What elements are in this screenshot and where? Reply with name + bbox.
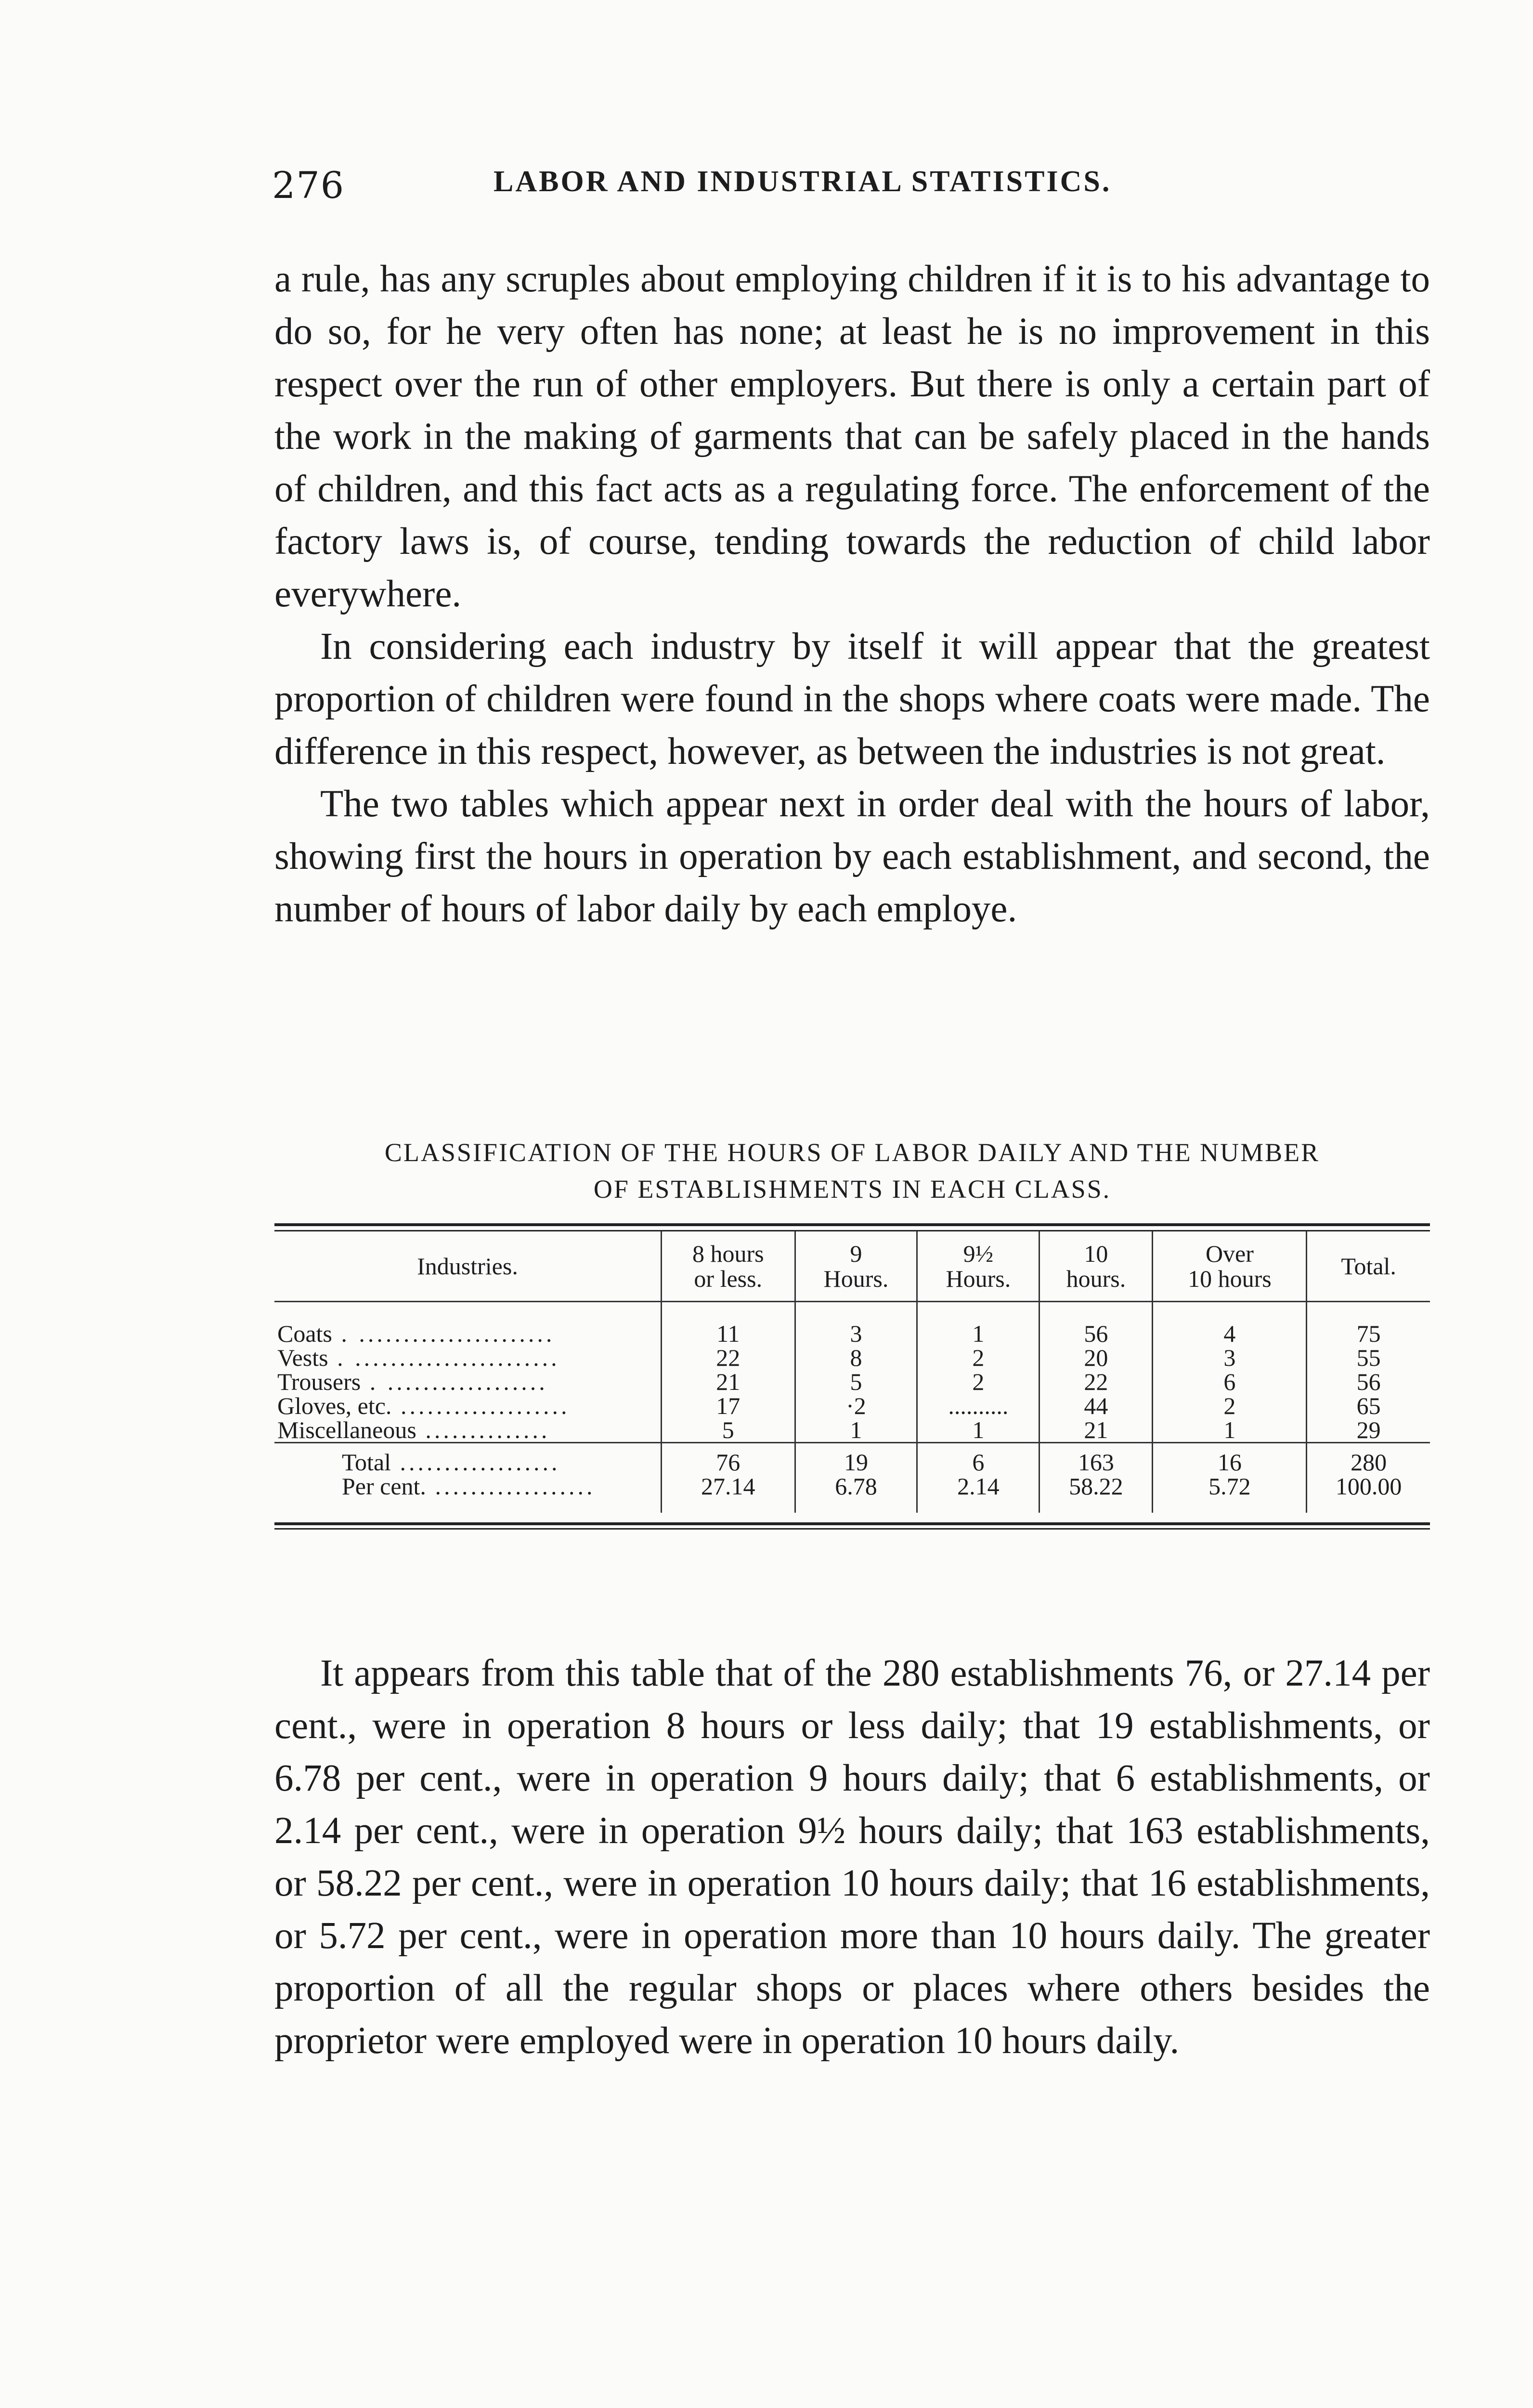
paragraph: It appears from this table that of the 280 establishments 76, or 27.14 per cent., were in operation 8 hours or less daily; that 19 establishments, or 6.78 per cent., were in operation 9 hours daily; that 6 establishments, or 2.14 per cent., were in operation 9½ hours daily; that 163 establishments, or 58.22 per cent., were in operation 10 hours daily; that 16 establishments, or 5.72 per cent., were in operation more than 10 hours daily. The greater proportion of all the regular shops or places where others besides the proprietor were employed were in operation 10 hours daily.: [274, 1652, 1430, 2062]
table-total-row: [274, 1443, 1430, 1475]
col-header-9-hours: 9 Hours.: [795, 1231, 917, 1302]
running-title: LABOR AND INDUSTRIAL STATISTICS.: [494, 165, 1112, 198]
cell-value: 65: [1307, 1394, 1430, 1418]
row-label: Per cent. ..................: [342, 1474, 596, 1500]
hours-table: [274, 1223, 1430, 1530]
cell-value: 6: [1153, 1370, 1307, 1394]
table-percent-row: [274, 1474, 1430, 1513]
cell-value: 163: [1039, 1443, 1153, 1475]
page-number: 276: [272, 164, 345, 207]
cell-value: 21: [662, 1370, 795, 1394]
cell-value: 5.72: [1153, 1474, 1307, 1513]
cell-value: 280: [1307, 1443, 1430, 1475]
cell-value: 55: [1307, 1346, 1430, 1370]
cell-value: ..........: [917, 1394, 1039, 1418]
cell-value: 16: [1153, 1443, 1307, 1475]
table-row: [274, 1322, 1430, 1346]
caption-line: CLASSIFICATION OF THE HOURS OF LABOR DAILY AND THE NUMBER: [384, 1138, 1320, 1167]
col-header-total: Total.: [1307, 1231, 1430, 1302]
col-header-10-hours: 10 hours.: [1039, 1231, 1153, 1302]
row-label: Vests . .......................: [277, 1346, 560, 1370]
cell-value: 6: [917, 1443, 1039, 1475]
table-top-rule: [274, 1223, 1430, 1231]
cell-value: 29: [1307, 1418, 1430, 1443]
body-text-bottom: [274, 1647, 1430, 2067]
cell-value: 20: [1039, 1346, 1153, 1370]
table-row: [274, 1418, 1430, 1443]
cell-value: ·2: [795, 1394, 917, 1418]
row-label: Gloves, etc. ...................: [277, 1394, 570, 1418]
cell-value: 8: [795, 1346, 917, 1370]
cell-value: 6.78: [795, 1474, 917, 1513]
cell-value: 2: [917, 1370, 1039, 1394]
cell-value: 56: [1039, 1322, 1153, 1346]
cell-value: 100.00: [1307, 1474, 1430, 1513]
table-header-row: [274, 1231, 1430, 1302]
paragraph: In considering each industry by itself it will appear that the greatest proportion of children were found in the shops where coats were made. The difference in this respect, however, as between the industries is not great.: [274, 626, 1430, 772]
table-caption: [274, 1134, 1430, 1207]
cell-value: 76: [662, 1443, 795, 1475]
stats-table: [274, 1231, 1430, 1513]
row-label: Total ..................: [274, 1443, 662, 1475]
cell-value: 1: [1153, 1418, 1307, 1443]
cell-value: 44: [1039, 1394, 1153, 1418]
cell-value: 22: [1039, 1370, 1153, 1394]
cell-value: 58.22: [1039, 1474, 1153, 1513]
col-header-industries: Industries.: [274, 1231, 662, 1302]
table-row: [274, 1370, 1430, 1394]
col-header-over-10-hours: Over 10 hours: [1153, 1231, 1307, 1302]
row-label: Coats . ......................: [277, 1322, 555, 1346]
cell-value: 11: [662, 1322, 795, 1346]
cell-value: 17: [662, 1394, 795, 1418]
cell-value: 56: [1307, 1370, 1430, 1394]
cell-value: 1: [917, 1418, 1039, 1443]
cell-value: 19: [795, 1443, 917, 1475]
cell-value: 2: [917, 1346, 1039, 1370]
table-row: [274, 1394, 1430, 1418]
cell-value: 2: [1153, 1394, 1307, 1418]
cell-value: 1: [917, 1322, 1039, 1346]
cell-value: 5: [662, 1418, 795, 1443]
row-label: Trousers . ..................: [277, 1370, 548, 1394]
table-row: [274, 1346, 1430, 1370]
table-bottom-rule: [274, 1522, 1430, 1530]
paragraph: a rule, has any scruples about employing children if it is to his advantage to do so, for he very often has none; at least he is no improvement in this respect over the run of other employers. But there is only a certain part of the work in the making of garments that can be safely placed in the hands of children, and this fact acts as a regulating force. The enforcement of the factory laws is, of course, tending towards the reduction of child labor everywhere.: [274, 258, 1430, 615]
cell-value: 21: [1039, 1418, 1153, 1443]
paragraph: The two tables which appear next in order deal with the hours of labor, showing first the hours in operation by each establishment, and second, the number of hours of labor daily by each employe.: [274, 783, 1430, 930]
caption-line: OF ESTABLISHMENTS IN EACH CLASS.: [593, 1175, 1111, 1204]
cell-value: 22: [662, 1346, 795, 1370]
cell-value: 3: [1153, 1346, 1307, 1370]
cell-value: 27.14: [662, 1474, 795, 1513]
cell-value: 2.14: [917, 1474, 1039, 1513]
cell-value: 3: [795, 1322, 917, 1346]
row-label: Miscellaneous ..............: [277, 1418, 550, 1443]
cell-value: 75: [1307, 1322, 1430, 1346]
col-header-9-half-hours: 9½ Hours.: [917, 1231, 1039, 1302]
cell-value: 1: [795, 1418, 917, 1443]
body-text-top: [274, 253, 1430, 935]
cell-value: 4: [1153, 1322, 1307, 1346]
cell-value: 5: [795, 1370, 917, 1394]
col-header-8-hours: 8 hours or less.: [662, 1231, 795, 1302]
